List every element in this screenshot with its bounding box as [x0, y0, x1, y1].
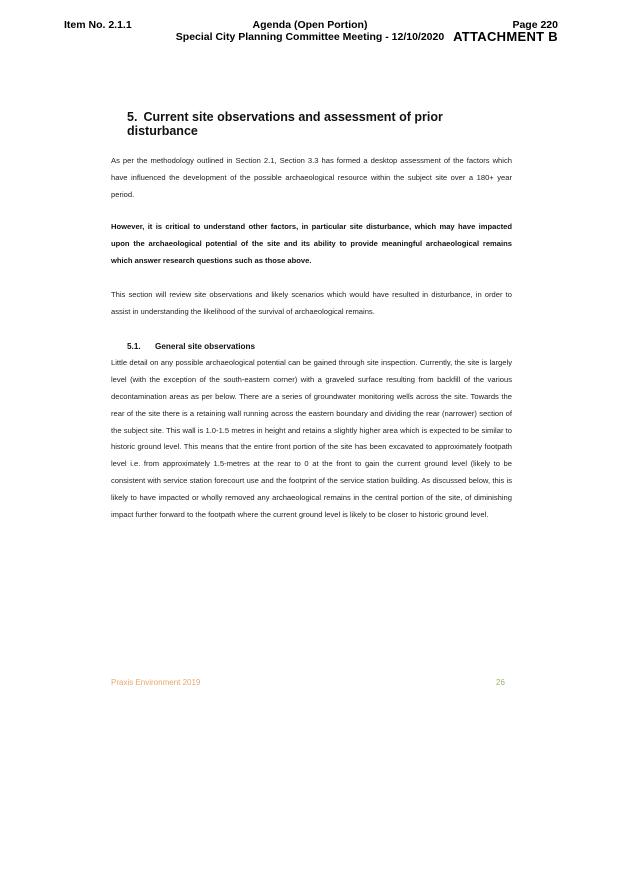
item-number: Item No. 2.1.1 — [64, 19, 132, 31]
section-heading — [127, 110, 512, 138]
attachment-label: ATTACHMENT B — [453, 29, 558, 44]
page-label: Page 220 — [512, 19, 558, 31]
subsection-title: General site observations — [155, 342, 256, 352]
meeting-title: Special City Planning Committee Meeting - 12/10/2020 — [175, 31, 445, 43]
paragraph-review: This section will review site observations and likely scenarios which would have resulted in disturbance, in order to assist in understanding the likelihood of the survival of archaeological remains. — [111, 289, 512, 316]
section-number: 5. — [127, 110, 138, 124]
footer-page-number: 26 — [496, 678, 505, 687]
agenda-header — [160, 19, 460, 43]
page-header — [453, 19, 558, 43]
footer-company: Praxis Environment 2019 — [111, 678, 201, 687]
agenda-title: Agenda (Open Portion) — [252, 19, 368, 31]
paragraph-methodology: As per the methodology outlined in Section 2.1, Section 3.3 has formed a desktop assessment of the factors which have influenced the development of the possible archaeological resource within the subject site over a 180+ year period. — [111, 156, 512, 199]
paragraph-site-observations: Little detail on any possible archaeological potential can be gained through site inspection. Currently, the site is largely level (with the exception of the south-eastern corner) with a graveled surface resulting from backfill of the various decontamination areas as per below. There are a series of groundwater monitoring wells across the site. Towards the rear of the site there is a retaining wall running across the eastern boundary and dividing the rear (narrower) section of the subject site. This wall is 1.0-1.5 metres in height and retains a slightly higher area which is expected to be similar to historic ground level. This means that the entire front portion of the site has been excavated to approximately footpath level i.e. from approximately 1.5-metres at the rear to 0 at the front to gain the current ground level (likely to be consistent with service station forecourt use and the footprint of the service station building. As discussed below, this is likely to have impacted or wholly removed any archaeological remains in the central portion of the site, of diminishing impact further forward to the footpath where the current ground level is likely to be closer to historic ground level. — [111, 358, 512, 519]
subsection-number: 5.1. — [127, 342, 141, 352]
subsection-heading — [127, 342, 512, 351]
section-title: Current site observations and assessment of prior disturbance — [127, 110, 443, 138]
paragraph-critical: However, it is critical to understand other factors, in particular site disturbance, which may have impacted upon the archaeological potential of the site and its ability to provide meaningful archaeological remains which answer research questions such as those above. — [111, 222, 512, 265]
document-body — [111, 110, 512, 523]
